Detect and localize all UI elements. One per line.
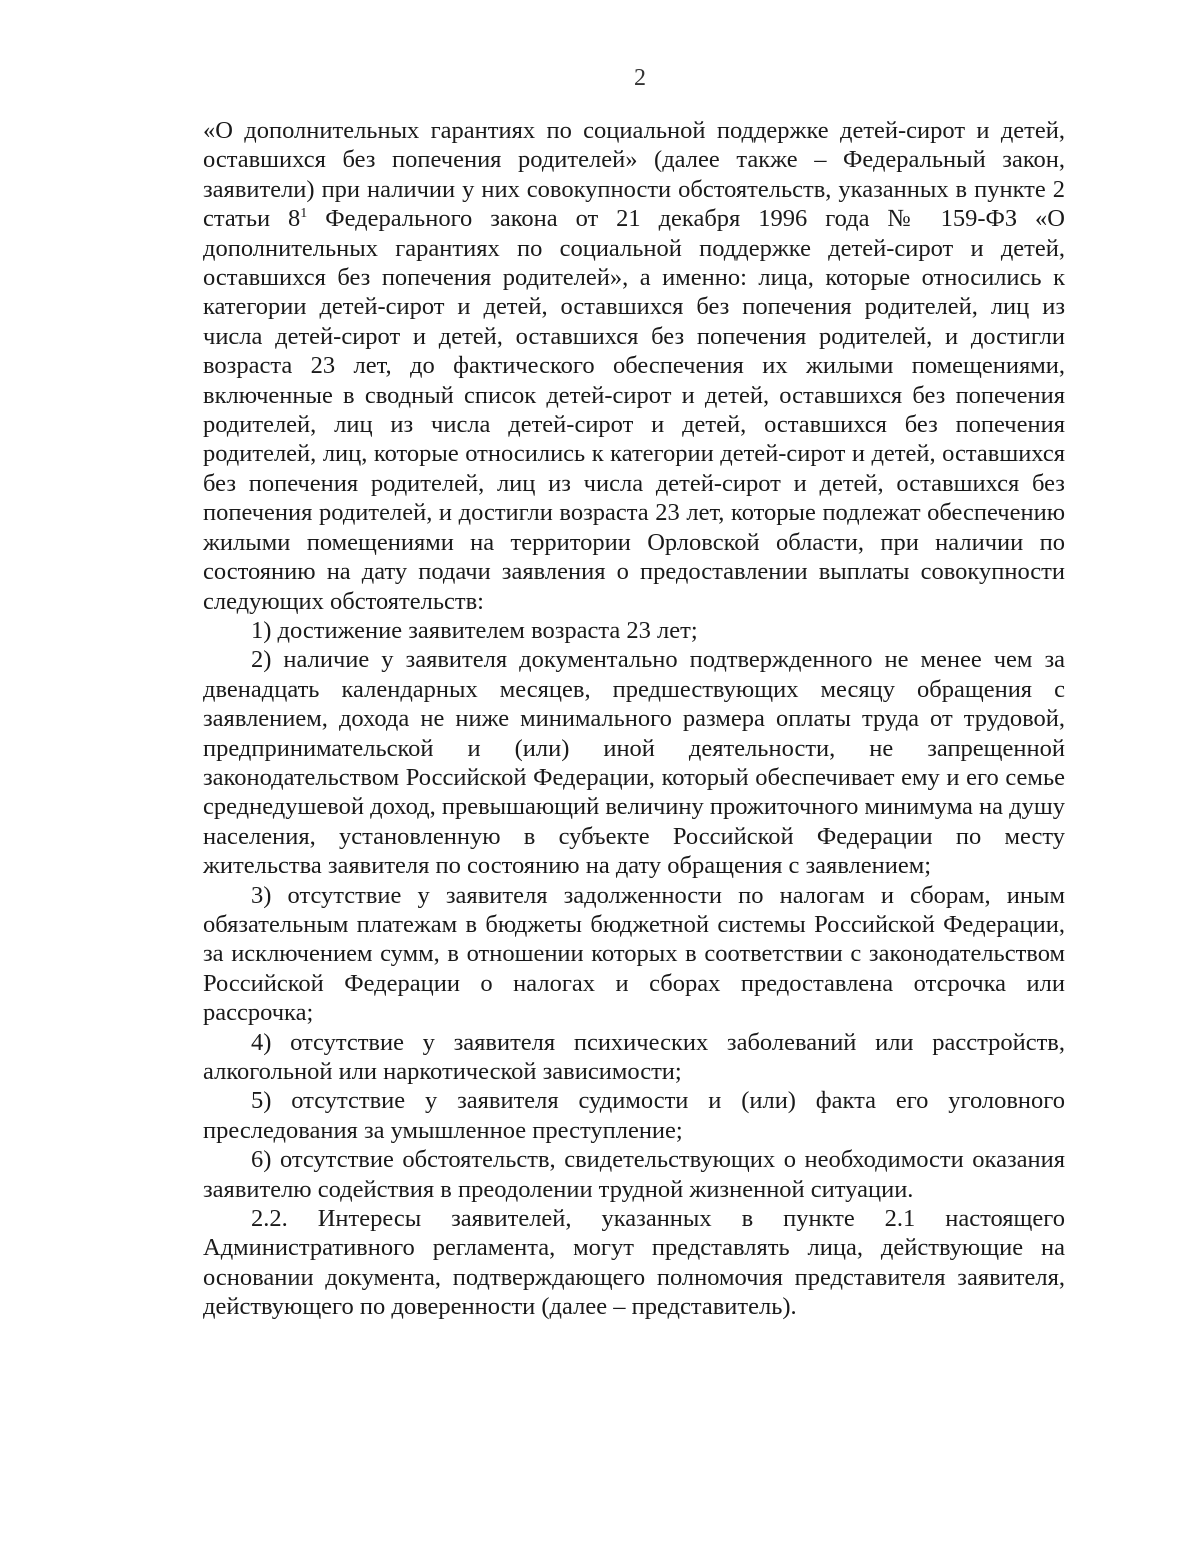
- list-item-5: 5) отсутствие у заявителя судимости и (или) факта его уголовного преследования за умышленное преступление;: [203, 1087, 1065, 1144]
- section-2-2-paragraph: 2.2. Интересы заявителей, указанных в пункте 2.1 настоящего Административного регламента, могут представлять лица, действующие на основании документа, подтверждающего полномочия представителя заявителя, действующего по доверенности (далее – представитель).: [203, 1205, 1065, 1321]
- intro-text-part-1: «О дополнительных гарантиях по социальной поддержке детей-сирот и детей, оставшихся без попечения родителей» (далее также – Федеральный закон, заявители) при наличии у них совокупности обстоятельств, указанных в пункте 2 статьи 8: [203, 117, 1065, 233]
- intro-text-part-2: Федерального закона от 21 декабря 1996 года № 159-ФЗ «О дополнительных гарантиях по социальной поддержке детей-сирот и детей, оставшихся без попечения родителей», а именно: лица, которые относились к категории детей-сирот и детей, оставшихся без попечения родителей, лиц из числа детей-сирот и детей, оставшихся без попечения родителей, и достигли возраста 23 лет, до фактического обеспечения их жилыми помещениями, включенные в сводный список детей-сирот и детей, оставшихся без попечения родителей, лиц из числа детей-сирот и детей, оставшихся без попечения родителей, лиц, которые относились к категории детей-сирот и детей, оставшихся без попечения родителей, лиц из числа детей-сирот и детей, оставшихся без попечения родителей, и достигли возраста 23 лет, которые подлежат обеспечению жилыми помещениями на территории Орловской области, при наличии по состоянию на дату подачи заявления о предоставлении выплаты совокупности следующих обстоятельств:: [203, 205, 1065, 615]
- list-item-2: 2) наличие у заявителя документально подтвержденного не менее чем за двенадцать календарных месяцев, предшествующих месяцу обращения с заявлением, дохода не ниже минимального размера оплаты труда от трудовой, предпринимательской и (или) иной деятельности, не запрещенной законодательством Российской Федерации, который обеспечивает ему и его семье среднедушевой доход, превышающий величину прожиточного минимума на душу населения, установленную в субъекте Российской Федерации по месту жительства заявителя по состоянию на дату обращения с заявлением;: [203, 646, 1065, 880]
- list-item-1: 1) достижение заявителем возраста 23 лет;: [251, 616, 698, 644]
- article-superscript: 1: [300, 206, 308, 222]
- document-body: [203, 116, 1065, 1322]
- list-item-6: 6) отсутствие обстоятельств, свидетельствующих о необходимости оказания заявителю содействия в преодолении трудной жизненной ситуации.: [203, 1146, 1065, 1203]
- page-number: 2: [634, 65, 646, 91]
- list-item-3: 3) отсутствие у заявителя задолженности по налогам и сборам, иным обязательным платежам в бюджеты бюджетной системы Российской Федерации, за исключением сумм, в отношении которых в соответствии с законодательством Российской Федерации о налогах и сборах предоставлена отсрочка или рассрочка;: [203, 881, 1065, 1027]
- intro-paragraph: [203, 116, 1065, 616]
- list-item-4: 4) отсутствие у заявителя психических заболеваний или расстройств, алкогольной или наркотической зависимости;: [203, 1028, 1065, 1085]
